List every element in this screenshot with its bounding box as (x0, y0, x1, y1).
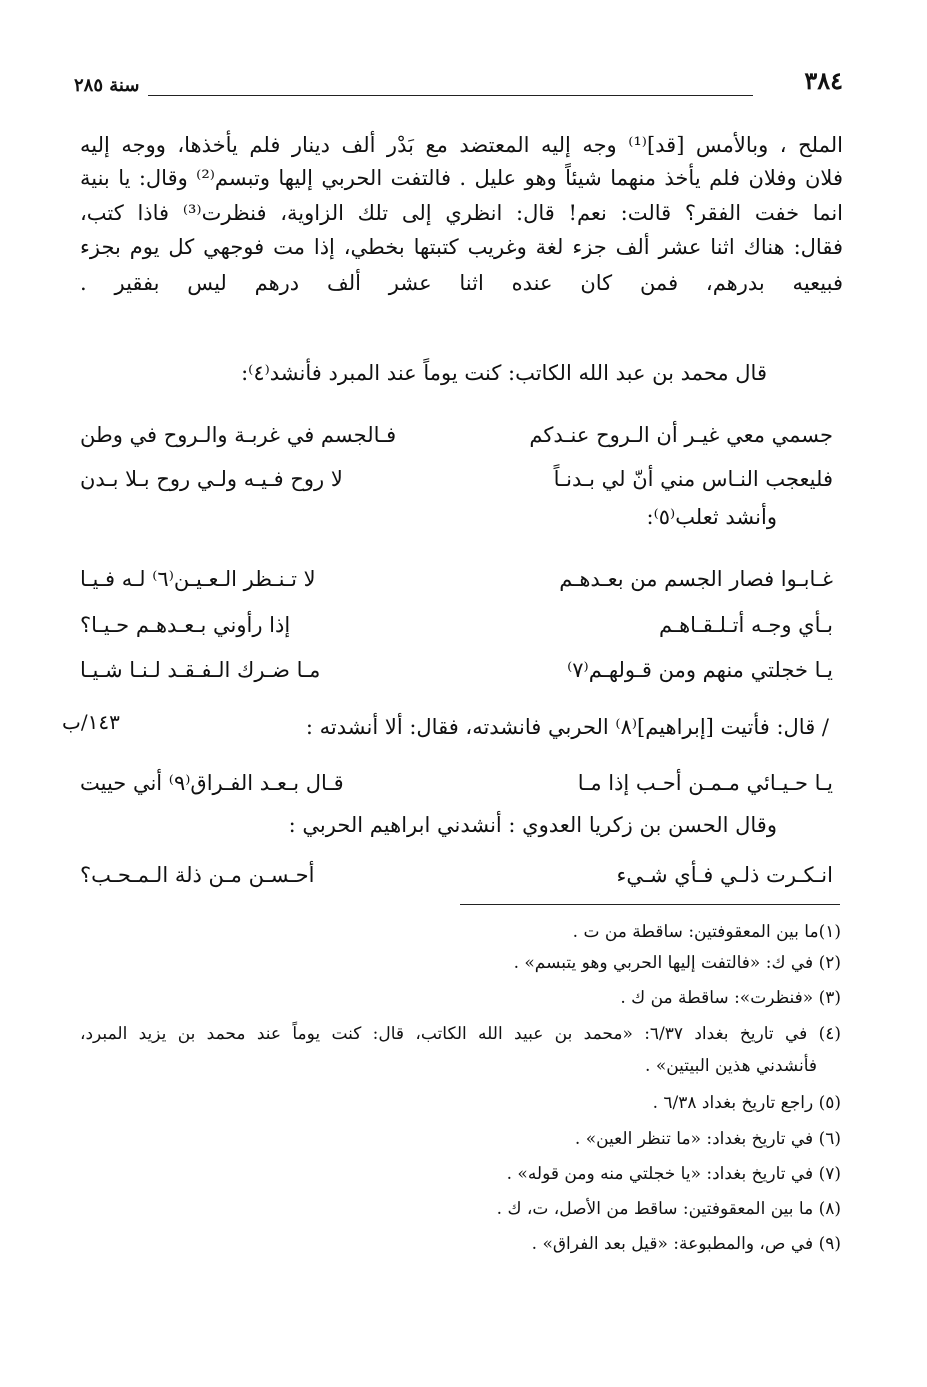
poem-intro: قال محمد بن عبد الله الكاتب: كنت يوماً عند المبرد فأنشد⁽٤⁾: (241, 361, 767, 385)
verse-first-hemistich: انـكـرت ذلـي فـأي شـيء (616, 863, 833, 887)
footnote: (٣) «فنظرت»: ساقطة من ك . (620, 988, 841, 1008)
verse-first-hemistich: يـا خجلتي منهم ومن قـولهـم⁽٧⁾ (567, 658, 833, 682)
prose-line: فبيعيه بدرهم، فمن كان عنده اثنا عشر ألف درهم ليس بفقير . (80, 271, 843, 295)
verse-first-hemistich: يـا حـيـائي مـمـن أحـب إذا مـا (577, 771, 833, 795)
verse-second-hemistich: لا روح فـيـه ولـي روح بـلا بـدن (80, 467, 343, 491)
verse-second-hemistich: قـال بـعـد الفـراق⁽٩⁾ أني حييت (80, 771, 344, 795)
poem-intro: وقال الحسن بن زكريا العدوي : أنشدني ابراهيم الحربي : (288, 813, 777, 837)
footnote: (٢) في ك: «فالتفت إليها الحربي وهو يتبسم» . (513, 953, 841, 973)
prose-line: فلان وفلان فلم يأخذ منهما شيئاً وهو عليل . فالتفت الحربي إليها وتبسم⁽²⁾ وقال: يا بنية (80, 166, 843, 190)
header-rule (148, 95, 753, 96)
verse-first-hemistich: غـابـوا فصار الجسم من بعـدهـم (559, 567, 833, 591)
verse-second-hemistich: أحـسـن مـن ذلة الـمـحـب؟ (80, 863, 315, 887)
prose-line: انما خفت الفقر؟ قالت: نعم! قال: انظري إلى تلك الزاوية، فنظرت⁽³⁾ فاذا كتب، (80, 201, 843, 225)
verse-second-hemistich: إذا رأوني بـعـدهـم حـيـا؟ (80, 613, 291, 637)
footnote: (٤) في تاريخ بغداد ٦/٣٧: «محمد بن عبيد الله الكاتب، قال: كنت يوماً عند محمد بن يزيد المبرد، (80, 1024, 841, 1044)
prose-line: الملح ، وبالأمس [قد]⁽¹⁾ وجه إليه المعتضد مع بَدْر ألف دينار فلم يأخذها، ووجه إليه (80, 133, 843, 157)
footnote: (٨) ما بين المعقوفتين: ساقط من الأصل، ت، ك . (496, 1199, 841, 1219)
prose-line: فقال: هناك اثنا عشر ألف جزء لغة وغريب كتبتها بخطي، إذا مت فوجهي كل يوم بجزء (80, 235, 843, 259)
footnote-separator (460, 904, 840, 905)
poem-intro: وأنشد ثعلب⁽٥⁾: (646, 505, 777, 529)
page-number: ٣٨٤ (804, 66, 843, 95)
footnote: (٧) في تاريخ بغداد: «يا خجلتي منه ومن قوله» . (506, 1164, 841, 1184)
verse-first-hemistich: فليعجب النـاس مني أنّ لي بـدنـاً (553, 467, 833, 491)
verse-second-hemistich: لا تـنـظر الـعـيـن⁽٦⁾ لـه فـيـا (80, 567, 316, 591)
verse-second-hemistich: فـالجسم في غربـة والـروح في وطن (80, 423, 397, 447)
manuscript-folio-marker: ١٤٣/ب (62, 710, 120, 734)
footnote-continuation: فأنشدني هذين البيتين» . (645, 1056, 817, 1076)
footnote: (٥) راجع تاريخ بغداد ٦/٣٨ . (652, 1093, 841, 1113)
poem-intro: / قال: فأتيت [إبراهيم]⁽٨⁾ الحربي فانشدته، فقال: ألا أنشدته : (305, 715, 829, 739)
footnote: (١)ما بين المعقوفتين: ساقطة من ت . (572, 922, 841, 942)
verse-first-hemistich: جسمي معي غيـر أن الـروح عنـدكم (529, 423, 833, 447)
footnote: (٩) في ص، والمطبوعة: «قيل بعد الفراق» . (531, 1234, 841, 1254)
verse-first-hemistich: بـأي وجـه أتـلـقـاهـم (658, 613, 833, 637)
verse-second-hemistich: مـا ضـرك الـفـقـد لـنـا شـيـا (80, 658, 321, 682)
running-header-year: سنة ٢٨٥ (74, 75, 140, 96)
footnote: (٦) في تاريخ بغداد: «ما تنظر العين» . (574, 1129, 841, 1149)
